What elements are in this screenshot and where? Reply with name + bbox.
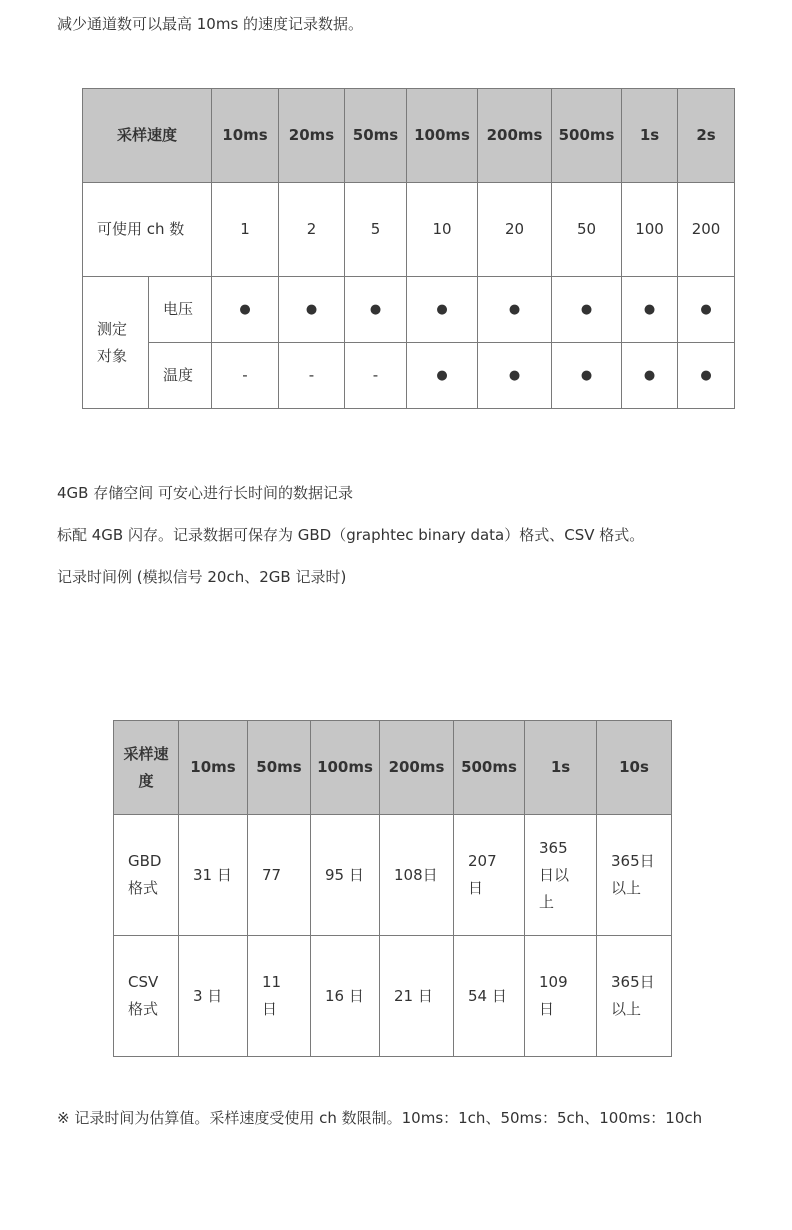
table1-voltage-row — [83, 277, 735, 343]
temperature-cell: ● — [407, 343, 478, 409]
ch-count-cell: 1 — [212, 183, 279, 277]
record-days-cell: 16 日 — [311, 936, 380, 1057]
record-days-cell: 77 — [248, 815, 311, 936]
speed-header: 100ms — [311, 721, 380, 815]
table2-header-label: 采样速度 — [114, 721, 179, 815]
record-days-cell: 365日以上 — [597, 936, 672, 1057]
intro-text: 减少通道数可以最高 10ms 的速度记录数据。 — [57, 15, 364, 33]
table1-temp-row — [83, 343, 735, 409]
voltage-cell: ● — [478, 277, 552, 343]
table1-header-label: 采样速度 — [83, 89, 212, 183]
storage-description: 标配 4GB 闪存。记录数据可保存为 GBD（graphtec binary data）格式、CSV 格式。 — [57, 526, 645, 544]
record-days-cell: 108日 — [380, 815, 454, 936]
record-days-cell: 207日 — [454, 815, 525, 936]
speed-header: 100ms — [407, 89, 478, 183]
format-label-gbd: GBD格式 — [114, 815, 179, 936]
voltage-cell: ● — [279, 277, 345, 343]
record-days-cell: 3 日 — [179, 936, 248, 1057]
speed-header: 200ms — [478, 89, 552, 183]
speed-header: 10s — [597, 721, 672, 815]
ch-count-cell: 2 — [279, 183, 345, 277]
record-days-cell: 365日以上 — [525, 815, 597, 936]
temperature-label: 温度 — [149, 343, 212, 409]
ch-count-cell: 5 — [345, 183, 407, 277]
record-days-cell: 54 日 — [454, 936, 525, 1057]
temperature-cell: ● — [678, 343, 735, 409]
record-days-cell: 31 日 — [179, 815, 248, 936]
record-time-table — [113, 720, 672, 1057]
table1-header-row — [83, 89, 735, 183]
voltage-cell: ● — [212, 277, 279, 343]
temperature-cell: - — [279, 343, 345, 409]
table2-header-row — [114, 721, 672, 815]
speed-header: 10ms — [179, 721, 248, 815]
ch-count-cell: 50 — [552, 183, 622, 277]
footnote: ※ 记录时间为估算值。采样速度受使用 ch 数限制。10ms：1ch、50ms：5ch、100ms：10ch — [57, 1109, 703, 1127]
speed-header: 50ms — [345, 89, 407, 183]
voltage-cell: ● — [407, 277, 478, 343]
record-days-cell: 365日以上 — [597, 815, 672, 936]
temperature-cell: - — [345, 343, 407, 409]
speed-header: 1s — [525, 721, 597, 815]
speed-header: 20ms — [279, 89, 345, 183]
speed-header: 10ms — [212, 89, 279, 183]
voltage-cell: ● — [622, 277, 678, 343]
speed-header: 50ms — [248, 721, 311, 815]
record-days-cell: 21 日 — [380, 936, 454, 1057]
ch-count-label: 可使用 ch 数 — [83, 183, 212, 277]
record-time-example-caption: 记录时间例 (模拟信号 20ch、2GB 记录时) — [57, 568, 347, 586]
table1-ch-row — [83, 183, 735, 277]
temperature-cell: ● — [552, 343, 622, 409]
ch-count-cell: 200 — [678, 183, 735, 277]
record-days-cell: 109日 — [525, 936, 597, 1057]
speed-header: 500ms — [552, 89, 622, 183]
ch-count-cell: 20 — [478, 183, 552, 277]
temperature-cell: - — [212, 343, 279, 409]
voltage-cell: ● — [552, 277, 622, 343]
record-days-cell: 11日 — [248, 936, 311, 1057]
temperature-cell: ● — [622, 343, 678, 409]
ch-count-cell: 10 — [407, 183, 478, 277]
table-row — [114, 815, 672, 936]
table-row — [114, 936, 672, 1057]
ch-count-cell: 100 — [622, 183, 678, 277]
storage-heading: 4GB 存储空间 可安心进行长时间的数据记录 — [57, 484, 353, 502]
speed-header: 1s — [622, 89, 678, 183]
voltage-cell: ● — [345, 277, 407, 343]
temperature-cell: ● — [478, 343, 552, 409]
speed-header: 2s — [678, 89, 735, 183]
speed-header: 500ms — [454, 721, 525, 815]
voltage-label: 电压 — [149, 277, 212, 343]
voltage-cell: ● — [678, 277, 735, 343]
record-days-cell: 95 日 — [311, 815, 380, 936]
format-label-csv: CSV格式 — [114, 936, 179, 1057]
measurement-target-label: 测定对象 — [83, 277, 149, 409]
speed-header: 200ms — [380, 721, 454, 815]
sampling-speed-table — [82, 88, 735, 409]
